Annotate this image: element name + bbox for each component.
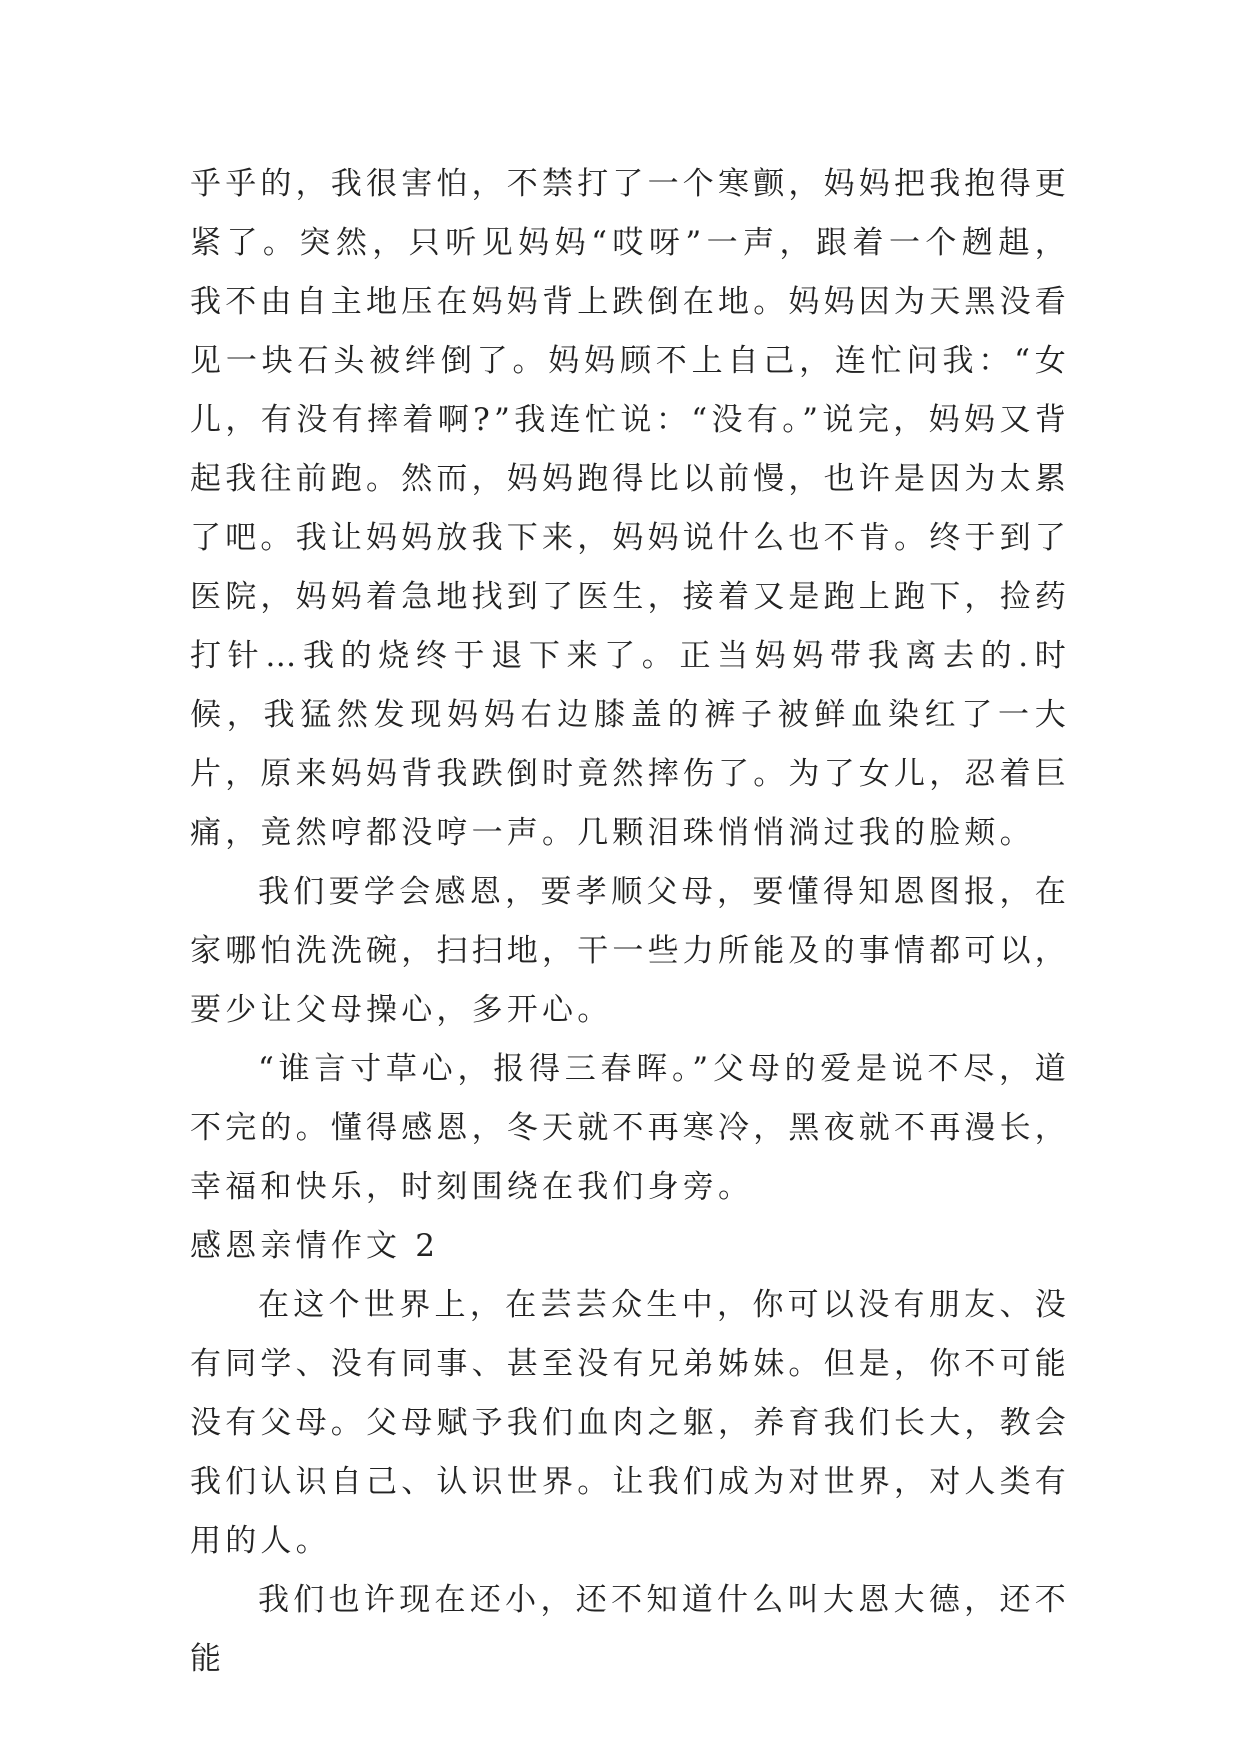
paragraph-4: 在这个世界上，在芸芸众生中，你可以没有朋友、没有同学、没有同事、甚至没有兄弟姊妹。但是，你不可能没有父母。父母赋予我们血肉之躯，养育我们长大，教会我们认识自己、认识世界。让我们成为对世界，对人类有用的人。: [190, 1287, 1070, 1559]
document-body: [190, 155, 1070, 1689]
section-heading: 感恩亲情作文 2: [190, 1228, 440, 1264]
paragraph-1: 乎乎的，我很害怕，不禁打了一个寒颤，妈妈把我抱得更紧了。突然，只听见妈妈“哎呀”一声，跟着一个趔趄，我不由自主地压在妈妈背上跌倒在地。妈妈因为天黑没看见一块石头被绊倒了。妈妈顾不上自己，连忙问我：“女儿，有没有摔着啊?”我连忙说：“没有。”说完，妈妈又背起我往前跑。然而，妈妈跑得比以前慢，也许是因为太累了吧。我让妈妈放我下来，妈妈说什么也不肯。终于到了医院，妈妈着急地找到了医生，接着又是跑上跑下，捡药打针…我的烧终于退下来了。正当妈妈带我离去的.时候，我猛然发现妈妈右边膝盖的裤子被鲜血染红了一大片，原来妈妈背我跌倒时竟然摔伤了。为了女儿，忍着巨痛，竟然哼都没哼一声。几颗泪珠悄悄淌过我的脸颊。: [190, 166, 1070, 851]
paragraph-2: 我们要学会感恩，要孝顺父母，要懂得知恩图报，在家哪怕洗洗碗，扫扫地，干一些力所能及的事情都可以，要少让父母操心，多开心。: [190, 874, 1070, 1028]
paragraph-3: “谁言寸草心，报得三春晖。”父母的爱是说不尽，道不完的。懂得感恩，冬天就不再寒冷，黑夜就不再漫长，幸福和快乐，时刻围绕在我们身旁。: [190, 1051, 1070, 1205]
paragraph-5: 我们也许现在还小，还不知道什么叫大恩大德，还不能: [190, 1582, 1070, 1677]
